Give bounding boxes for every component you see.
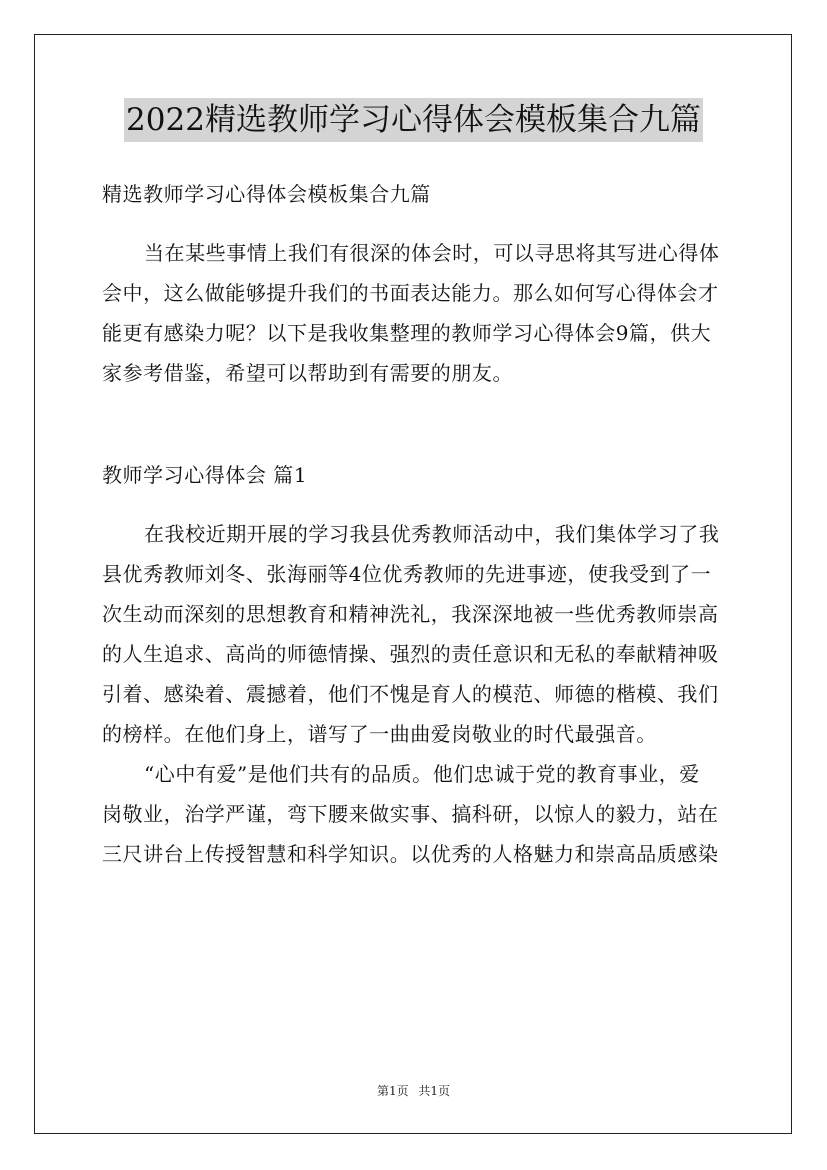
paragraph-line: 次生动而深刻的思想教育和精神洗礼，我深深地被一些优秀教师崇高: [102, 602, 719, 626]
paragraph-line: 的榜样。在他们身上，谱写了一曲曲爱岗敬业的时代最强音。: [102, 722, 657, 746]
intro-line: 家参考借鉴，希望可以帮助到有需要的朋友。: [102, 361, 513, 385]
document-body: [102, 178, 726, 874]
page-footer: [0, 1083, 827, 1099]
page-number: 第1页: [376, 1084, 409, 1098]
paragraph-line: “心中有爱”是他们共有的品质。他们忠诚于党的教育事业，爱: [144, 762, 700, 786]
paragraph-1: [102, 514, 726, 754]
paragraph-line: 在我校近期开展的学习我县优秀教师活动中，我们集体学习了我: [144, 522, 720, 546]
paragraph-line: 三尺讲台上传授智慧和科学知识。以优秀的人格魅力和崇高品质感染: [102, 842, 719, 866]
paragraph-2: [102, 754, 726, 874]
paragraph-line: 岗敬业，治学严谨，弯下腰来做实事、搞科研，以惊人的毅力，站在: [102, 802, 719, 826]
intro-paragraph: [102, 233, 726, 393]
intro-line: 会中，这么做能够提升我们的书面表达能力。那么如何写心得体会才: [102, 281, 719, 305]
intro-line: 当在某些事情上我们有很深的体会时，可以寻思将其写进心得体: [144, 241, 720, 265]
paragraph-line: 的人生追求、高尚的师德情操、强烈的责任意识和无私的奉献精神吸: [102, 642, 719, 666]
paragraph-line: 县优秀教师刘冬、张海丽等4位优秀教师的先进事迹，使我受到了一: [102, 562, 712, 586]
page-total: 共1页: [418, 1084, 451, 1098]
title-container: [0, 98, 827, 142]
document-subtitle: 精选教师学习心得体会模板集合九篇: [102, 182, 431, 206]
document-title: 2022精选教师学习心得体会模板集合九篇: [124, 98, 703, 142]
section-heading: 教师学习心得体会 篇1: [102, 463, 308, 487]
paragraph-line: 引着、感染着、震撼着，他们不愧是育人的模范、师德的楷模、我们: [102, 682, 719, 706]
intro-line: 能更有感染力呢？以下是我收集整理的教师学习心得体会9篇，供大: [102, 321, 712, 345]
